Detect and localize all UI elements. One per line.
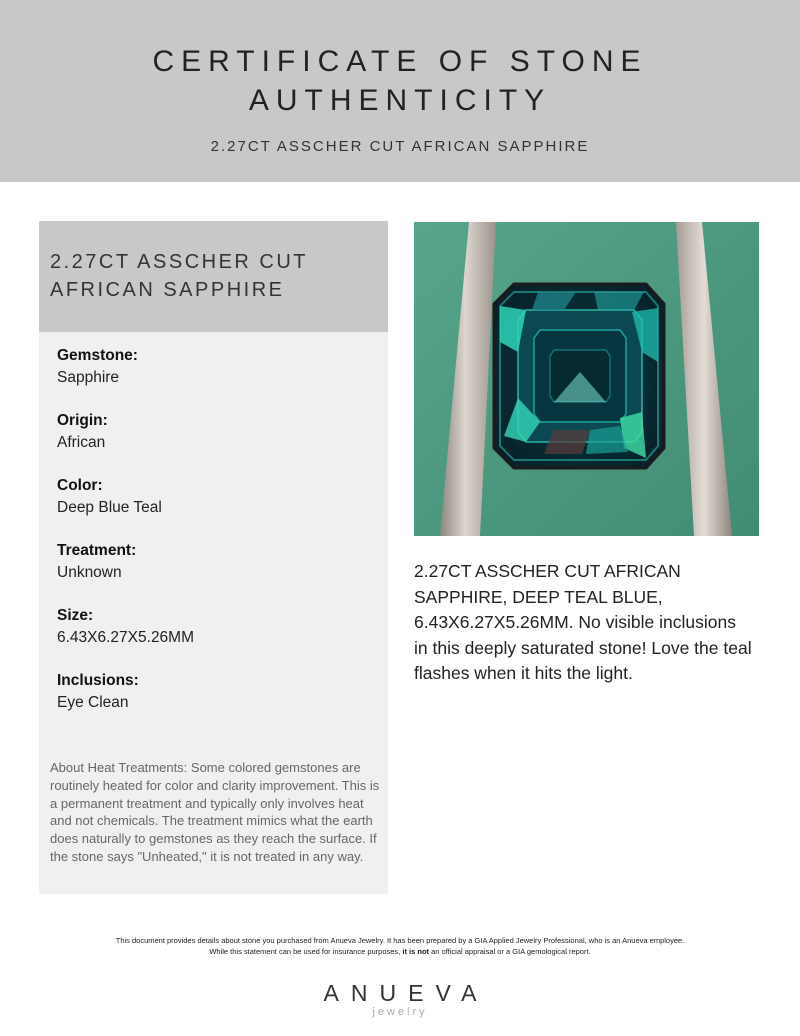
sapphire-image — [414, 222, 759, 536]
spec-value: Eye Clean — [57, 694, 129, 711]
stone-title-line1: 2.27CT ASSCHER CUT — [50, 251, 309, 273]
disclaimer — [0, 936, 800, 957]
disclaimer-text: an official appraisal or a GIA gemological report. — [429, 946, 591, 956]
stone-title — [50, 248, 380, 304]
spec-origin — [57, 410, 377, 454]
spec-value: Deep Blue Teal — [57, 499, 162, 516]
certificate-title-line2: AUTHENTICITY — [248, 84, 552, 117]
spec-label: Size: — [57, 607, 94, 624]
certificate-header — [0, 0, 800, 182]
spec-value: Unknown — [57, 564, 122, 581]
disclaimer-line1: This document provides details about stone you purchased from Anueva Jewelry. It has been prepared by a GIA Applied Jewelry Professional, who is an Anueva employee. — [115, 936, 685, 945]
certificate-subtitle: 2.27CT ASSCHER CUT AFRICAN SAPPHIRE — [210, 138, 590, 155]
spec-label: Inclusions: — [57, 672, 139, 689]
disclaimer-emphasis: it is not — [402, 946, 430, 956]
spec-value: 6.43X6.27X5.26MM — [57, 629, 195, 646]
stone-description: 2.27CT ASSCHER CUT AFRICAN SAPPHIRE, DEEP TEAL BLUE, 6.43X6.27X5.26MM. No visible inclusions in this deeply saturated stone! Love the teal flashes when it hits the light. — [414, 561, 752, 683]
logo-tagline: jewelry — [372, 1006, 428, 1018]
spec-gemstone — [57, 345, 377, 389]
spec-label: Gemstone: — [57, 347, 138, 364]
spec-size — [57, 605, 377, 649]
spec-label: Treatment: — [57, 542, 137, 559]
spec-value: Sapphire — [57, 369, 120, 386]
disclaimer-line2 — [0, 947, 800, 958]
certificate-title-line1: CERTIFICATE OF STONE — [152, 45, 648, 78]
logo-wordmark: ANUEVA — [323, 980, 489, 1006]
disclaimer-text: While this statement can be used for insurance purposes, — [209, 946, 403, 956]
stone-title-line2: AFRICAN SAPPHIRE — [50, 279, 285, 301]
certificate-title — [0, 42, 800, 120]
spec-treatment — [57, 540, 377, 584]
heat-treatment-note: About Heat Treatments: Some colored gemstones are routinely heated for color and clarity improvement. This is a permanent treatment and typically only involves heat and not chemicals. The treatment mimics what the earth does naturally to gemstones as they reach the surface. If the stone says "Unheated," it is not treated in any way. — [50, 760, 380, 864]
stone-photo — [414, 222, 759, 536]
spec-label: Color: — [57, 477, 103, 494]
stone-details-card — [39, 221, 388, 894]
spec-value: African — [57, 434, 106, 451]
spec-inclusions — [57, 670, 377, 714]
stone-title-box — [39, 221, 388, 332]
spec-color — [57, 475, 377, 519]
spec-label: Origin: — [57, 412, 108, 429]
anueva-logo — [0, 980, 800, 1018]
